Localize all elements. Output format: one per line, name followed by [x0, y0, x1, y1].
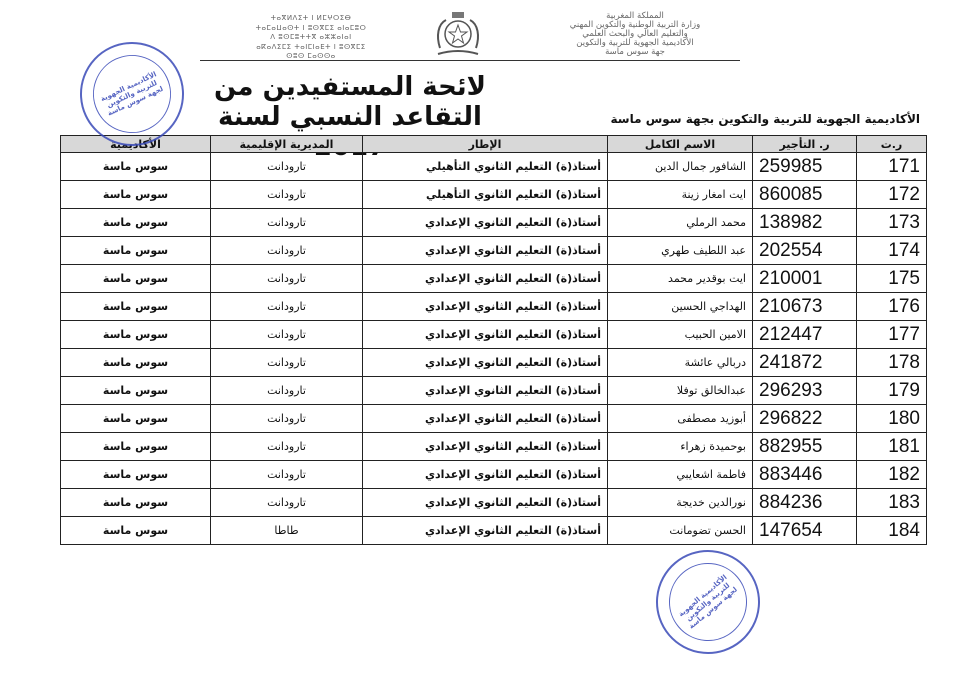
- cell-name: عبد اللطيف طهري: [608, 237, 753, 265]
- cell-direction: تارودانت: [211, 405, 363, 433]
- table-row: [61, 461, 927, 489]
- cell-name: فاطمة اشعايبي: [608, 461, 753, 489]
- cell-rank: 171: [857, 153, 927, 181]
- cell-academy: سوس ماسة: [61, 265, 211, 293]
- cell-cadre: أستاذ(ة) التعليم الثانوي الإعدادي: [363, 377, 608, 405]
- cell-name: الامين الحبيب: [608, 321, 753, 349]
- cell-name: دربالي عائشة: [608, 349, 753, 377]
- table-row: [61, 433, 927, 461]
- cell-cadre: أستاذ(ة) التعليم الثانوي التأهيلي: [363, 181, 608, 209]
- table-row: [61, 321, 927, 349]
- moroccan-emblem-icon: [430, 8, 486, 58]
- cell-name: نورالدين خديجة: [608, 489, 753, 517]
- cell-cadre: أستاذ(ة) التعليم الثانوي الإعدادي: [363, 433, 608, 461]
- cell-rank: 177: [857, 321, 927, 349]
- cell-ppr: 210673: [753, 293, 857, 321]
- cell-name: ايت بوقدير محمد: [608, 265, 753, 293]
- cell-academy: سوس ماسة: [61, 489, 211, 517]
- cell-rank: 178: [857, 349, 927, 377]
- cell-name: الشافور جمال الدين: [608, 153, 753, 181]
- cell-ppr: 212447: [753, 321, 857, 349]
- table-header-row: [61, 136, 927, 153]
- table-row: [61, 517, 927, 545]
- cell-cadre: أستاذ(ة) التعليم الثانوي الإعدادي: [363, 405, 608, 433]
- cell-rank: 184: [857, 517, 927, 545]
- cell-cadre: أستاذ(ة) التعليم الثانوي الإعدادي: [363, 461, 608, 489]
- cell-cadre: أستاذ(ة) التعليم الثانوي الإعدادي: [363, 349, 608, 377]
- cell-rank: 175: [857, 265, 927, 293]
- cell-direction: تارودانت: [211, 433, 363, 461]
- cell-ppr: 138982: [753, 209, 857, 237]
- cell-rank: 179: [857, 377, 927, 405]
- cell-ppr: 296822: [753, 405, 857, 433]
- cell-name: الحسن تضومانت: [608, 517, 753, 545]
- table-row: [61, 377, 927, 405]
- cell-ppr: 147654: [753, 517, 857, 545]
- header-line: ⵜⴰⵎⴰⵡⴰⵙⵜ ⵏ ⵓⵙⴳⵎⵉ ⴰⵏⴰⵎⵓⵔ: [255, 23, 367, 32]
- page-subtitle: الأكاديمية الجهوية للتربية والتكوين بجهة سوس ماسة: [610, 112, 920, 126]
- cell-name: محمد الرملي: [608, 209, 753, 237]
- cell-academy: سوس ماسة: [61, 321, 211, 349]
- cell-direction: تارودانت: [211, 153, 363, 181]
- cell-ppr: 296293: [753, 377, 857, 405]
- header-ppr: ر. التأجير: [753, 136, 857, 153]
- header-line: ⴷ ⵓⵙⵎⵓⵜⵜⴳ ⴰⵣⵣⴰⵏⴰⵏ: [270, 33, 352, 41]
- cell-cadre: أستاذ(ة) التعليم الثانوي الإعدادي: [363, 293, 608, 321]
- header-name: الاسم الكامل: [608, 136, 753, 153]
- cell-direction: تارودانت: [211, 181, 363, 209]
- cell-name: عبدالخالق توفلا: [608, 377, 753, 405]
- cell-name: ايت امغار زينة: [608, 181, 753, 209]
- table-row: [61, 237, 927, 265]
- cell-ppr: 241872: [753, 349, 857, 377]
- table-row: [61, 349, 927, 377]
- cell-rank: 173: [857, 209, 927, 237]
- cell-academy: سوس ماسة: [61, 153, 211, 181]
- beneficiaries-table: [60, 135, 927, 545]
- stamp-text: الأكاديمية الجهوية للتربية والتكوين لجهة سوس ماسة: [653, 547, 763, 657]
- header-line: الأكاديمية الجهوية للتربية والتكوين: [576, 38, 694, 48]
- cell-ppr: 882955: [753, 433, 857, 461]
- cell-direction: تارودانت: [211, 489, 363, 517]
- page-title: لائحة المستفيدين من التقاعد النسبي لسنة: [214, 72, 486, 132]
- cell-name: أبوزيد مصطفى: [608, 405, 753, 433]
- cell-direction: تارودانت: [211, 377, 363, 405]
- cell-academy: سوس ماسة: [61, 377, 211, 405]
- header-line: والتعليم العالي والبحث العلمي: [582, 29, 688, 39]
- cell-cadre: أستاذ(ة) التعليم الثانوي الإعدادي: [363, 489, 608, 517]
- cell-ppr: 202554: [753, 237, 857, 265]
- cell-direction: تارودانت: [211, 349, 363, 377]
- cell-rank: 181: [857, 433, 927, 461]
- header-cadre: الإطار: [363, 136, 608, 153]
- cell-rank: 176: [857, 293, 927, 321]
- cell-direction: تارودانت: [211, 293, 363, 321]
- cell-academy: سوس ماسة: [61, 209, 211, 237]
- header-tifinagh-lines: [196, 14, 426, 62]
- header-line: ⴰⴽⴰⴷⵉⵎⵉ ⵜⴰⵏⵎⵏⴰⴹⵜ ⵏ ⵓⵙⴳⵎⵉ: [256, 42, 366, 51]
- cell-academy: سوس ماسة: [61, 237, 211, 265]
- cell-rank: 183: [857, 489, 927, 517]
- cell-ppr: 860085: [753, 181, 857, 209]
- table-row: [61, 181, 927, 209]
- header-line: ⵙⵓⵙ ⵎⴰⵙⵙⴰ: [286, 52, 336, 60]
- header-academy: الأكاديمية: [61, 136, 211, 153]
- table-row: [61, 209, 927, 237]
- cell-ppr: 884236: [753, 489, 857, 517]
- cell-academy: سوس ماسة: [61, 433, 211, 461]
- cell-cadre: أستاذ(ة) التعليم الثانوي الإعدادي: [363, 209, 608, 237]
- cell-academy: سوس ماسة: [61, 181, 211, 209]
- header-direction: المديرية الإقليمية: [211, 136, 363, 153]
- cell-rank: 174: [857, 237, 927, 265]
- cell-ppr: 210001: [753, 265, 857, 293]
- cell-name: الهداجي الحسين: [608, 293, 753, 321]
- official-stamp: [635, 529, 782, 676]
- cell-direction: تارودانت: [211, 209, 363, 237]
- cell-rank: 182: [857, 461, 927, 489]
- cell-direction: تارودانت: [211, 265, 363, 293]
- table-row: [61, 489, 927, 517]
- cell-academy: سوس ماسة: [61, 293, 211, 321]
- cell-academy: سوس ماسة: [61, 461, 211, 489]
- header-line: ⵜⴰⴳⵍⴷⵉⵜ ⵏ ⵍⵎⵖⵔⵉⴱ: [270, 14, 352, 22]
- header-line: المملكة المغربية: [606, 11, 664, 21]
- stamp-text: الأكاديمية الجهوية للتربية والتكوين لجهة سوس ماسة: [80, 42, 184, 146]
- cell-ppr: 883446: [753, 461, 857, 489]
- cell-rank: 180: [857, 405, 927, 433]
- table-row: [61, 153, 927, 181]
- cell-academy: سوس ماسة: [61, 349, 211, 377]
- cell-cadre: أستاذ(ة) التعليم الثانوي التأهيلي: [363, 153, 608, 181]
- cell-cadre: أستاذ(ة) التعليم الثانوي الإعدادي: [363, 517, 608, 545]
- cell-direction: تارودانت: [211, 321, 363, 349]
- cell-academy: سوس ماسة: [61, 517, 211, 545]
- table-row: [61, 293, 927, 321]
- header-arabic-lines: [530, 12, 740, 57]
- cell-ppr: 259985: [753, 153, 857, 181]
- cell-direction: طاطا: [211, 517, 363, 545]
- cell-direction: تارودانت: [211, 461, 363, 489]
- cell-name: بوحميدة زهراء: [608, 433, 753, 461]
- header-rank: ر.ت: [857, 136, 927, 153]
- header-divider: [200, 60, 740, 61]
- cell-cadre: أستاذ(ة) التعليم الثانوي الإعدادي: [363, 265, 608, 293]
- table-row: [61, 405, 927, 433]
- cell-rank: 172: [857, 181, 927, 209]
- table-row: [61, 265, 927, 293]
- cell-cadre: أستاذ(ة) التعليم الثانوي الإعدادي: [363, 237, 608, 265]
- cell-direction: تارودانت: [211, 237, 363, 265]
- cell-academy: سوس ماسة: [61, 405, 211, 433]
- header-line: وزارة التربية الوطنية والتكوين المهني: [569, 20, 701, 30]
- header-line: جهة سوس ماسة: [605, 47, 665, 57]
- cell-cadre: أستاذ(ة) التعليم الثانوي الإعدادي: [363, 321, 608, 349]
